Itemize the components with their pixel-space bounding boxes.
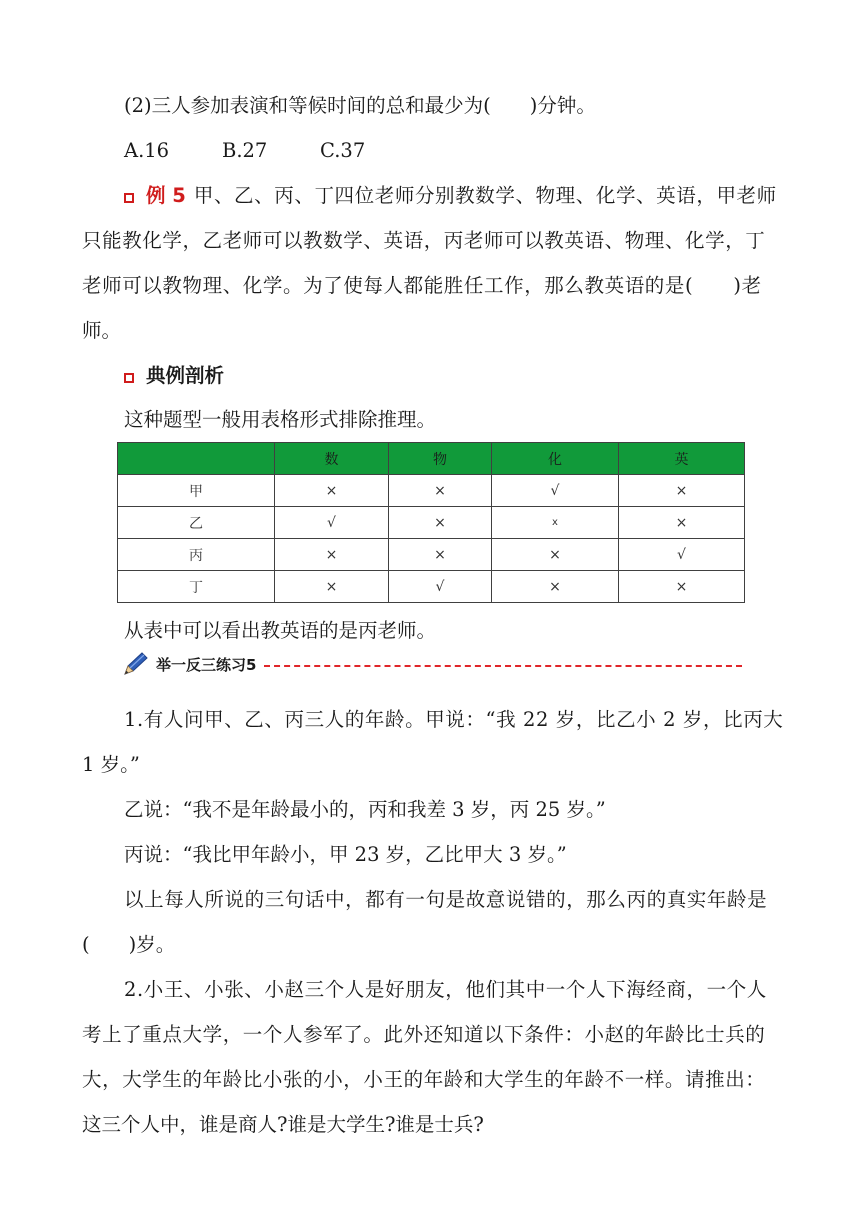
table-cell: × xyxy=(389,507,492,539)
red-square-icon xyxy=(124,373,134,383)
table-cell: 甲 xyxy=(118,475,275,507)
example-5-line-3: 老师可以教物理、化学。为了使每人都能胜任工作，那么教英语的是( )老 xyxy=(82,274,762,297)
table-cell: √ xyxy=(275,507,389,539)
table-cell: × xyxy=(389,475,492,507)
question-2-text: (2)三人参加表演和等候时间的总和最少为( )分钟。 xyxy=(124,94,596,117)
pencil-icon xyxy=(122,651,150,677)
table-header-cell: 数 xyxy=(275,443,389,475)
table-cell: × xyxy=(492,571,619,603)
table-header-cell: 英 xyxy=(619,443,745,475)
table-cell: 丁 xyxy=(118,571,275,603)
red-square-icon xyxy=(124,193,134,203)
table-cell: × xyxy=(275,571,389,603)
practice-line-9: 大，大学生的年龄比小张的小，小王的年龄和大学生的年龄不一样。请推出： xyxy=(82,1068,766,1091)
practice-line-8: 考上了重点大学，一个人参军了。此外还知道以下条件：小赵的年龄比士兵的 xyxy=(82,1023,766,1046)
option-c: C.37 xyxy=(320,139,366,162)
practice-line-2: 1 岁。” xyxy=(82,753,140,776)
table-header-cell: 化 xyxy=(492,443,619,475)
table-row xyxy=(118,571,745,603)
practice-line-3: 乙说：“我不是年龄最小的，丙和我差 3 岁，丙 25 岁。” xyxy=(124,798,606,821)
practice-line-5: 以上每人所说的三句话中，都有一句是故意说错的，那么丙的真实年龄是 xyxy=(124,888,768,911)
analysis-conclusion: 从表中可以看出教英语的是丙老师。 xyxy=(124,619,437,642)
example-5-line-4: 师。 xyxy=(82,319,122,342)
practice-line-6: ( )岁。 xyxy=(82,933,176,956)
table-cell: × xyxy=(492,539,619,571)
analysis-intro: 这种题型一般用表格形式排除推理。 xyxy=(124,408,437,431)
table-header-row xyxy=(118,443,745,475)
option-a: A.16 xyxy=(124,139,170,162)
practice-heading: 举一反三练习5 xyxy=(156,655,257,674)
practice-heading-row xyxy=(122,651,742,677)
table-cell: × xyxy=(389,539,492,571)
table-cell: √ xyxy=(389,571,492,603)
table-cell: √ xyxy=(492,475,619,507)
table-cell: × xyxy=(619,507,745,539)
table-cell: × xyxy=(275,539,389,571)
table-row xyxy=(118,475,745,507)
option-b: B.27 xyxy=(222,139,268,162)
table-cell: x xyxy=(492,507,619,539)
table-cell: 丙 xyxy=(118,539,275,571)
practice-line-1: 1.有人问甲、乙、丙三人的年龄。甲说：“我 22 岁，比乙小 2 岁，比丙大 xyxy=(124,708,784,731)
table-cell: × xyxy=(275,475,389,507)
table-cell: 乙 xyxy=(118,507,275,539)
table-cell: × xyxy=(619,571,745,603)
table-row xyxy=(118,539,745,571)
table-cell: × xyxy=(619,475,745,507)
example-5-line-1: 例 5 甲、乙、丙、丁四位老师分别教数学、物理、化学、英语，甲老师 xyxy=(124,183,777,209)
elimination-table xyxy=(117,442,745,603)
question-2-options xyxy=(124,138,365,164)
red-dashed-divider xyxy=(264,665,742,667)
table-header-cell xyxy=(118,443,275,475)
practice-line-4: 丙说：“我比甲年龄小，甲 23 岁，乙比甲大 3 岁。” xyxy=(124,843,567,866)
practice-line-7: 2.小王、小张、小赵三个人是好朋友，他们其中一个人下海经商，一个人 xyxy=(124,978,767,1001)
practice-line-10: 这三个人中，谁是商人?谁是大学生?谁是士兵? xyxy=(82,1113,484,1136)
table-header-cell: 物 xyxy=(389,443,492,475)
table-cell: √ xyxy=(619,539,745,571)
analysis-heading: 典例剖析 xyxy=(124,363,224,389)
table-row xyxy=(118,507,745,539)
example-5-line-2: 只能教化学，乙老师可以教数学、英语，丙老师可以教英语、物理、化学，丁 xyxy=(82,229,766,252)
example-label: 例 5 xyxy=(146,184,186,207)
